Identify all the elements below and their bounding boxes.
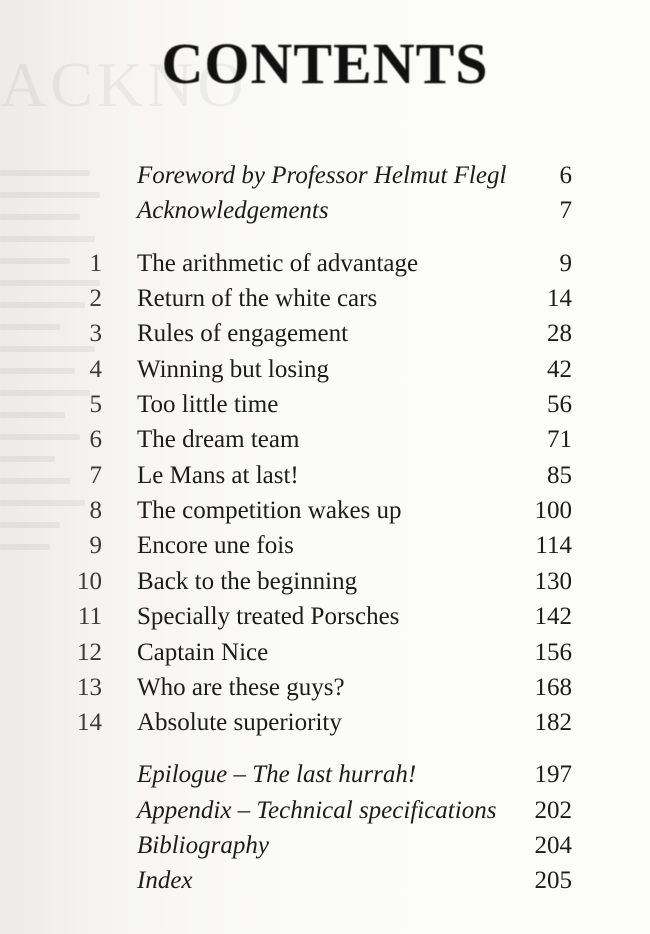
chapter-number: 13 <box>77 674 102 701</box>
entry-title: Index <box>137 867 193 894</box>
chapter-number: 14 <box>77 709 102 736</box>
entry-page: 42 <box>547 356 572 383</box>
entry-page: 14 <box>547 285 572 312</box>
entry-title: Bibliography <box>137 832 269 859</box>
chapter-number: 6 <box>89 426 102 453</box>
toc-entry-bibliography[interactable] <box>0 830 650 862</box>
chapter-number: 10 <box>77 568 102 595</box>
toc-entry-chapter[interactable] <box>0 601 650 633</box>
chapter-number: 3 <box>89 320 102 347</box>
toc-entry-foreword[interactable] <box>0 160 650 192</box>
entry-page: 168 <box>534 674 572 701</box>
chapter-number: 11 <box>77 603 102 630</box>
chapter-number: 8 <box>89 497 102 524</box>
entry-page: 7 <box>559 197 572 224</box>
entry-title: Encore une fois <box>137 532 294 559</box>
entry-page: 114 <box>535 532 572 559</box>
entry-title: Absolute superiority <box>137 709 342 736</box>
entry-page: 85 <box>547 462 572 489</box>
entry-page: 202 <box>534 797 572 824</box>
entry-title: Rules of engagement <box>137 320 349 347</box>
entry-page: 156 <box>534 639 572 666</box>
entry-title: Back to the beginning <box>137 568 358 595</box>
chapter-number: 5 <box>89 391 102 418</box>
toc-entry-chapter[interactable] <box>0 424 650 456</box>
entry-page: 197 <box>534 761 572 788</box>
toc-entry-acknowledgements[interactable] <box>0 195 650 227</box>
chapter-number: 1 <box>89 250 102 277</box>
toc-entry-chapter[interactable] <box>0 248 650 280</box>
entry-title: Who are these guys? <box>137 674 345 701</box>
chapter-number: 12 <box>77 639 102 666</box>
entry-page: 204 <box>534 832 572 859</box>
entry-page: 28 <box>547 320 572 347</box>
entry-title: Acknowledgements <box>137 197 329 224</box>
toc-entry-chapter[interactable] <box>0 672 650 704</box>
entry-page: 9 <box>559 250 572 277</box>
entry-title: Foreword by Professor Helmut Flegl <box>137 162 507 189</box>
toc-entry-appendix[interactable] <box>0 795 650 827</box>
entry-title: Appendix – Technical specifications <box>137 797 497 824</box>
entry-title: Epilogue – The last hurrah! <box>137 761 417 788</box>
page-title: CONTENTS <box>161 31 489 96</box>
chapter-number: 9 <box>89 532 102 559</box>
entry-page: 6 <box>559 162 572 189</box>
entry-page: 182 <box>534 709 572 736</box>
toc-entry-epilogue[interactable] <box>0 759 650 791</box>
chapter-number: 4 <box>89 356 102 383</box>
bleed-through-heading: ACKNO <box>0 49 248 120</box>
entry-page: 100 <box>534 497 572 524</box>
toc-entry-chapter[interactable] <box>0 283 650 315</box>
toc-entry-chapter[interactable] <box>0 637 650 669</box>
toc-entry-chapter[interactable] <box>0 495 650 527</box>
entry-page: 71 <box>547 426 572 453</box>
entry-title: Return of the white cars <box>137 285 378 312</box>
entry-page: 56 <box>547 391 572 418</box>
chapter-number: 7 <box>89 462 102 489</box>
entry-title: The arithmetic of advantage <box>137 250 419 277</box>
entry-title: Too little time <box>137 391 279 418</box>
entry-title: Specially treated Porsches <box>137 603 400 630</box>
toc-entry-chapter[interactable] <box>0 566 650 598</box>
toc-entry-chapter[interactable] <box>0 530 650 562</box>
toc-entry-chapter[interactable] <box>0 354 650 386</box>
toc-entry-chapter[interactable] <box>0 389 650 421</box>
entry-page: 205 <box>534 867 572 894</box>
entry-page: 130 <box>534 568 572 595</box>
toc-entry-chapter[interactable] <box>0 707 650 739</box>
chapter-number: 2 <box>89 285 102 312</box>
entry-title: Winning but losing <box>137 356 330 383</box>
toc-entry-chapter[interactable] <box>0 318 650 350</box>
entry-page: 142 <box>534 603 572 630</box>
toc-entry-chapter[interactable] <box>0 460 650 492</box>
entry-title: Le Mans at last! <box>137 462 299 489</box>
entry-title: The competition wakes up <box>137 497 402 524</box>
entry-title: The dream team <box>137 426 300 453</box>
entry-title: Captain Nice <box>137 639 269 666</box>
toc-entry-index[interactable] <box>0 865 650 897</box>
